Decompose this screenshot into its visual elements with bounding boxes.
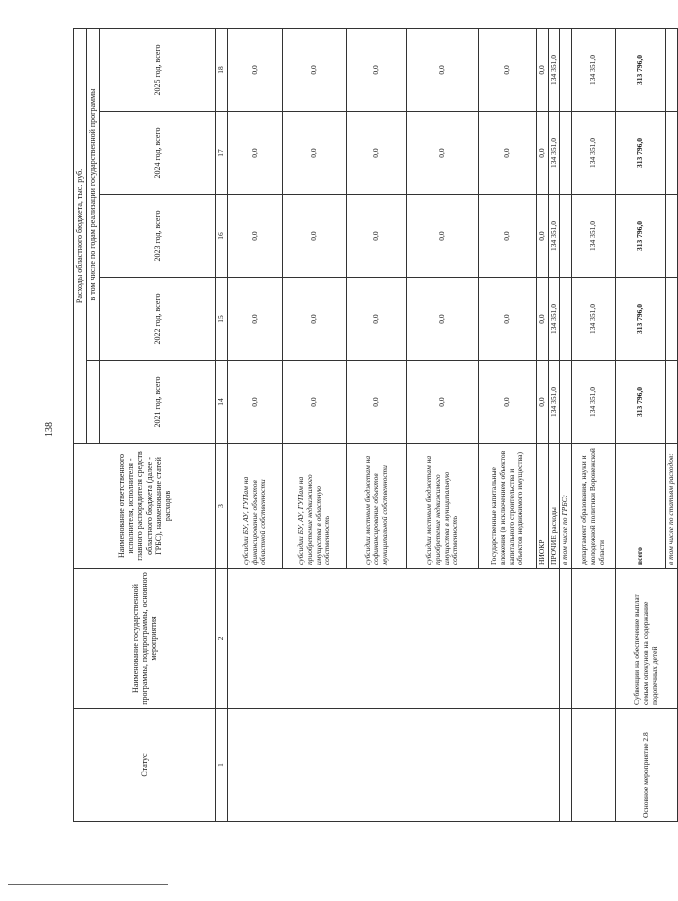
header-year: 2022 год, всего xyxy=(100,278,216,361)
value-cell: 0,0 xyxy=(347,195,407,278)
value-cell: 0,0 xyxy=(283,28,347,111)
value-cell xyxy=(560,112,572,195)
page-bottom-rule xyxy=(8,884,168,885)
header-status: Статус xyxy=(74,709,216,822)
value-cell: 0,0 xyxy=(283,278,347,361)
header-year: 2024 год, всего xyxy=(100,112,216,195)
value-cell: 0,0 xyxy=(407,278,479,361)
header-year: 2021 год, всего xyxy=(100,361,216,444)
value-cell: 0,0 xyxy=(283,195,347,278)
program-cell-empty xyxy=(560,569,572,709)
value-cell: 134 351,0 xyxy=(571,278,615,361)
total-value: 313 796,0 xyxy=(615,112,665,195)
value-cell: 134 351,0 xyxy=(571,361,615,444)
col-number: 14 xyxy=(216,361,228,444)
value-cell xyxy=(560,28,572,111)
expense-label: субсидии БУ, АУ, ГУПам на финансирование объектов областной собственности xyxy=(228,444,283,569)
value-cell xyxy=(665,112,677,195)
value-cell xyxy=(665,195,677,278)
value-cell: 0,0 xyxy=(479,278,537,361)
total-label: всего xyxy=(615,444,665,569)
value-cell: 134 351,0 xyxy=(548,112,560,195)
value-cell xyxy=(560,361,572,444)
total-value: 313 796,0 xyxy=(615,28,665,111)
value-cell: 0,0 xyxy=(228,195,283,278)
value-cell: 134 351,0 xyxy=(548,361,560,444)
header-budget-title: Расходы областного бюджета, тыс. руб. xyxy=(74,28,87,443)
value-cell: 0,0 xyxy=(537,278,549,361)
value-cell: 0,0 xyxy=(228,361,283,444)
page-number: 138 xyxy=(44,422,55,437)
value-cell: 0,0 xyxy=(283,112,347,195)
value-cell: 0,0 xyxy=(479,112,537,195)
rotated-table-container xyxy=(73,29,676,822)
header-budget-sub: в том числе по годам реализации государственной программы xyxy=(87,28,100,360)
col-number: 1 xyxy=(216,709,228,822)
value-cell: 0,0 xyxy=(537,361,549,444)
value-cell: 0,0 xyxy=(228,28,283,111)
expense-label: субсидии БУ, АУ, ГУПам на приобретение недвижимого имущества в областную собственность xyxy=(283,444,347,569)
value-cell: 0,0 xyxy=(228,278,283,361)
value-cell: 134 351,0 xyxy=(571,195,615,278)
value-cell xyxy=(665,361,677,444)
measure-status: Основное мероприятие 2.8 xyxy=(615,709,677,822)
value-cell xyxy=(560,278,572,361)
value-cell: 0,0 xyxy=(347,361,407,444)
expense-label: Государственные капитальные вложения (в исключением объектов капитального строительства и объектов недвижимого имущества) xyxy=(479,444,537,569)
expense-label: субсидии местным бюджетам на софинансирование объектов муниципальной собственности xyxy=(347,444,407,569)
status-cell-empty xyxy=(571,709,615,822)
expense-label: НИОКР xyxy=(537,444,549,569)
value-cell: 0,0 xyxy=(283,361,347,444)
header-year: 2025 год, всего xyxy=(100,28,216,111)
program-cell-empty xyxy=(228,569,560,709)
value-cell xyxy=(560,195,572,278)
status-cell-empty xyxy=(228,709,560,822)
program-cell-empty xyxy=(571,569,615,709)
value-cell: 0,0 xyxy=(228,112,283,195)
measure-name: Субвенции на обеспечение выплат семьям опекунов на содержание подопечных детей xyxy=(615,569,677,709)
total-value: 313 796,0 xyxy=(615,361,665,444)
value-cell: 0,0 xyxy=(407,28,479,111)
value-cell: 0,0 xyxy=(479,195,537,278)
header-empty-cell xyxy=(87,361,100,444)
col-number: 3 xyxy=(216,444,228,569)
value-cell: 0,0 xyxy=(347,112,407,195)
total-value: 313 796,0 xyxy=(615,195,665,278)
col-number: 16 xyxy=(216,195,228,278)
value-cell: 0,0 xyxy=(407,195,479,278)
value-cell: 0,0 xyxy=(347,28,407,111)
value-cell: 0,0 xyxy=(347,278,407,361)
col-number: 18 xyxy=(216,28,228,111)
value-cell: 134 351,0 xyxy=(548,28,560,111)
header-year: 2023 год, всего xyxy=(100,195,216,278)
expense-label: субсидии местным бюджетам на приобретение недвижимого имущества в муниципальную собственность xyxy=(407,444,479,569)
value-cell xyxy=(665,278,677,361)
value-cell: 134 351,0 xyxy=(548,195,560,278)
value-cell: 0,0 xyxy=(407,112,479,195)
value-cell: 134 351,0 xyxy=(571,112,615,195)
value-cell: 0,0 xyxy=(479,361,537,444)
value-cell: 0,0 xyxy=(537,112,549,195)
expense-label: ПРОЧИЕ расходы xyxy=(548,444,560,569)
status-cell-empty xyxy=(560,709,572,822)
col-number: 2 xyxy=(216,569,228,709)
value-cell: 0,0 xyxy=(537,195,549,278)
value-cell xyxy=(665,28,677,111)
value-cell: 0,0 xyxy=(407,361,479,444)
value-cell: 0,0 xyxy=(537,28,549,111)
value-cell: 0,0 xyxy=(479,28,537,111)
grbs-label: в том числе по ГРБС: xyxy=(560,444,572,569)
header-program-name: Наименование государственной программы, подпрограммы, основного мероприятия xyxy=(74,569,216,709)
value-cell: 134 351,0 xyxy=(571,28,615,111)
header-executor: Наименование ответственного исполнителя, исполнителя - главного распорядителя средств областного бюджета (далее - ГРБС), наименование статей расходов xyxy=(74,444,216,569)
value-cell: 134 351,0 xyxy=(548,278,560,361)
budget-table xyxy=(73,28,678,822)
col-number: 17 xyxy=(216,112,228,195)
grbs-name: департамент образования, науки и молодежной политики Воронежской области xyxy=(571,444,615,569)
total-value: 313 796,0 xyxy=(615,278,665,361)
col-number: 15 xyxy=(216,278,228,361)
articles-label: в том числе по статьям расходов: xyxy=(665,444,677,569)
